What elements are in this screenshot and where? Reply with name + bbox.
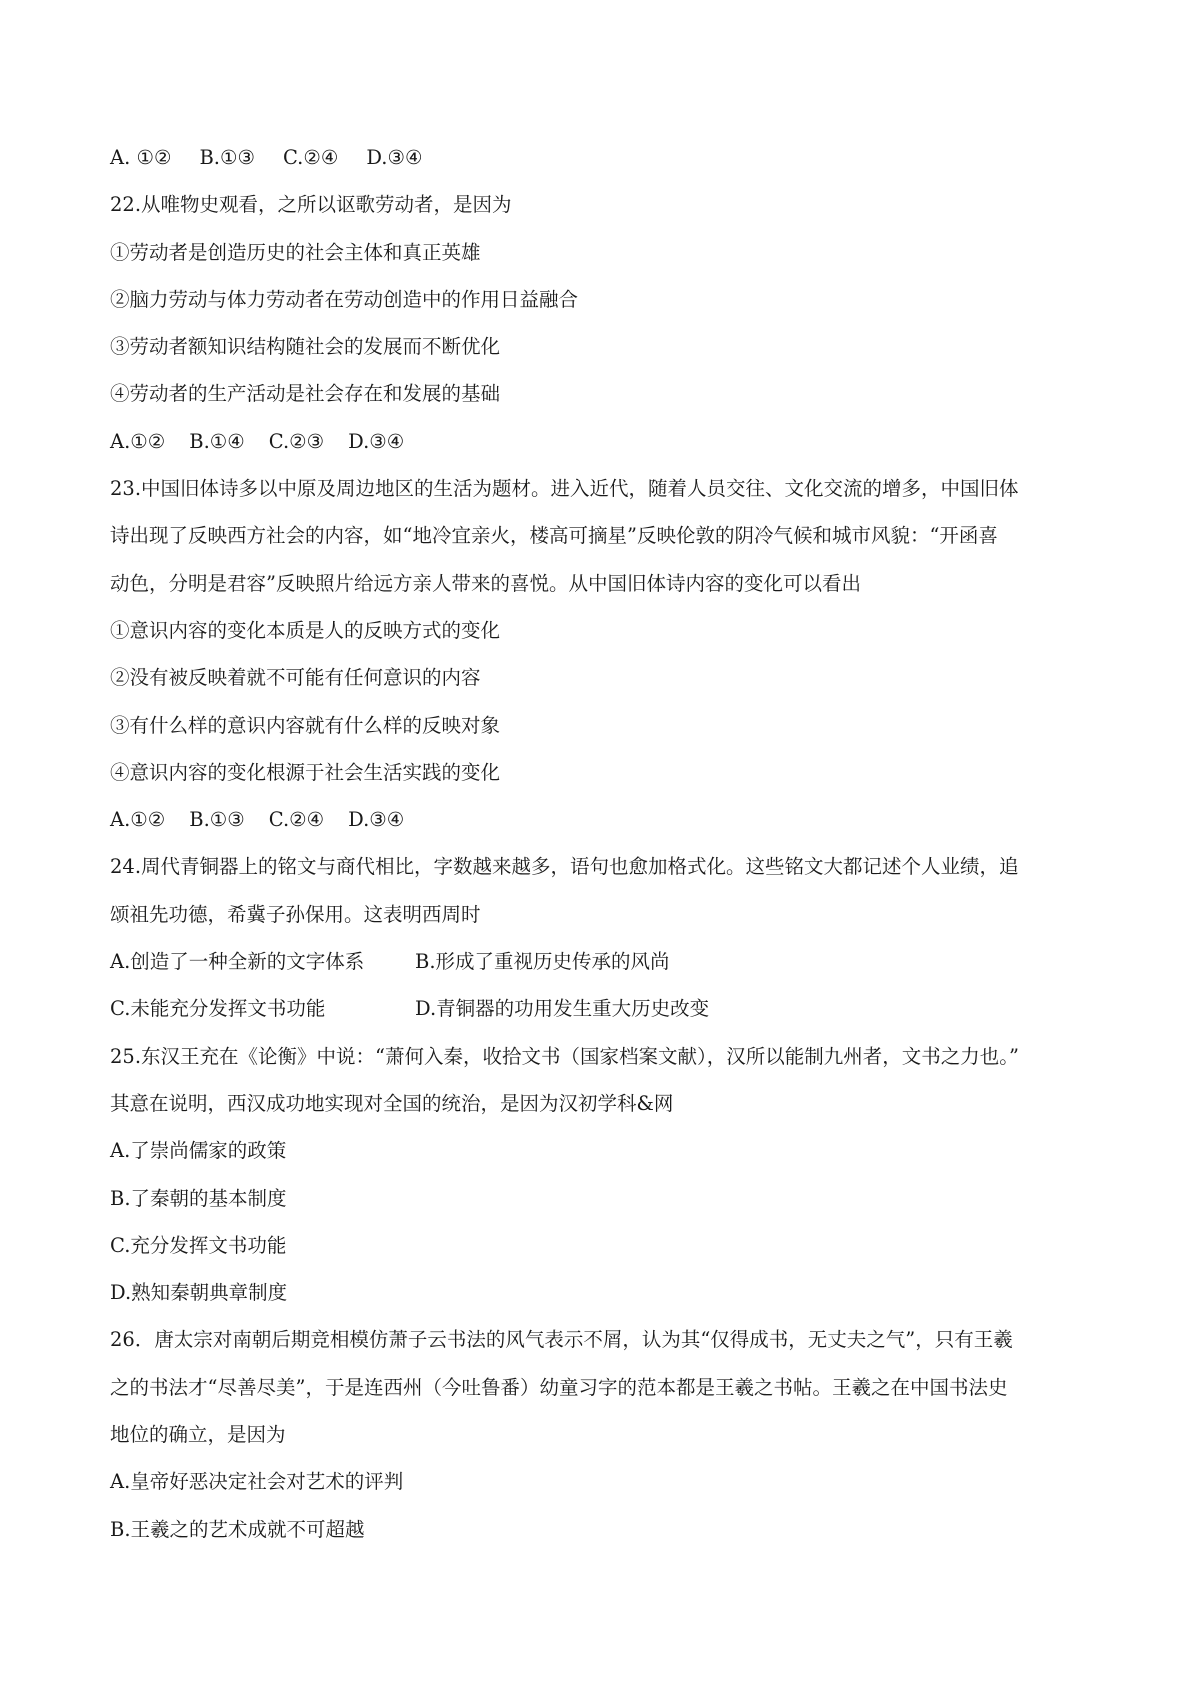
q24-option-c: C.未能充分发挥文书功能 (110, 997, 326, 1021)
q26-stem-line-2: 之的书法才“尽善尽美”，于是连西州（今吐鲁番）幼童习字的范本都是王羲之书帖。王羲之在中国书法史 (110, 1375, 1008, 1399)
q24-options-row-1 (110, 938, 1100, 985)
q21-option-d: D.③④ (366, 146, 423, 169)
q25-option-b: B.了秦朝的基本制度 (110, 1186, 287, 1210)
q22-options (110, 418, 1100, 465)
q21-option-b: B.①③ (199, 146, 255, 169)
q26-option-a: A.皇帝好恶决定社会对艺术的评判 (110, 1470, 404, 1494)
q21-options (110, 134, 1100, 181)
q22-statement-1: ①劳动者是创造历史的社会主体和真正英雄 (110, 240, 481, 264)
q22-option-d: D.③④ (348, 429, 405, 453)
q22-statement-2: ②脑力劳动与体力劳动者在劳动创造中的作用日益融合 (110, 287, 579, 311)
q23-option-c: C.②④ (268, 808, 325, 832)
q23-stem-line-1: 23.中国旧体诗多以中原及周边地区的生活为题材。进入近代，随着人员交往、文化交流的增多，中国旧体 (110, 477, 1019, 501)
q26-stem-line-3: 地位的确立，是因为 (110, 1423, 286, 1447)
q22-option-b: B.①④ (189, 429, 245, 453)
q25-option-c: C.充分发挥文书功能 (110, 1233, 287, 1257)
q24-stem-line-1: 24.周代青铜器上的铭文与商代相比，字数越来越多，语句也愈加格式化。这些铭文大都记述个人业绩，追 (110, 855, 1019, 879)
q22-option-c: C.②③ (268, 429, 325, 453)
q26-stem-line-1: 26．唐太宗对南朝后期竞相模仿萧子云书法的风气表示不屑，认为其“仅得成书，无丈夫之气”，只有王羲 (110, 1328, 1013, 1352)
q24-option-b: B.形成了重视历史传承的风尚 (415, 950, 670, 974)
q21-option-a: A. ①② (110, 146, 172, 169)
q23-statement-1: ①意识内容的变化本质是人的反映方式的变化 (110, 618, 501, 642)
q24-option-d: D.青铜器的功用发生重大历史改变 (415, 997, 710, 1021)
q23-option-b: B.①③ (189, 808, 245, 832)
q24-stem-line-2: 颂祖先功德，希冀子孙保用。这表明西周时 (110, 902, 481, 926)
q24-options-row-2 (110, 985, 1100, 1032)
q23-statement-4: ④意识内容的变化根源于社会生活实践的变化 (110, 760, 501, 784)
q23-statement-3: ③有什么样的意识内容就有什么样的反映对象 (110, 713, 501, 737)
q23-options (110, 796, 1100, 843)
q25-stem-line-1: 25.东汉王充在《论衡》中说：“萧何入秦，收拾文书（国家档案文献），汉所以能制九州者，文书之力也。” (110, 1044, 1019, 1068)
q25-stem-line-2: 其意在说明，西汉成功地实现对全国的统治，是因为汉初学科&网 (110, 1091, 674, 1115)
q23-option-d: D.③④ (348, 808, 405, 832)
q23-option-a: A.①② (110, 808, 166, 832)
q21-option-c: C.②④ (282, 146, 339, 169)
q22-statement-4: ④劳动者的生产活动是社会存在和发展的基础 (110, 382, 501, 406)
q24-option-a: A.创造了一种全新的文字体系 (110, 950, 365, 974)
q23-stem-line-2: 诗出现了反映西方社会的内容，如“地冷宜亲火，楼高可摘星”反映伦敦的阴冷气候和城市风貌：“开函喜 (110, 524, 998, 548)
q23-statement-2: ②没有被反映着就不可能有任何意识的内容 (110, 666, 481, 690)
q22-option-a: A.①② (110, 429, 166, 453)
q22-stem: 22.从唯物史观看，之所以讴歌劳动者，是因为 (110, 193, 512, 217)
q22-statement-3: ③劳动者额知识结构随社会的发展而不断优化 (110, 335, 501, 359)
q23-stem-line-3: 动色，分明是君容”反映照片给远方亲人带来的喜悦。从中国旧体诗内容的变化可以看出 (110, 571, 861, 595)
q25-option-a: A.了崇尚儒家的政策 (110, 1139, 287, 1163)
q25-option-d: D.熟知秦朝典章制度 (110, 1281, 288, 1305)
question-content (110, 134, 1100, 1553)
q26-option-b: B.王羲之的艺术成就不可超越 (110, 1517, 365, 1541)
